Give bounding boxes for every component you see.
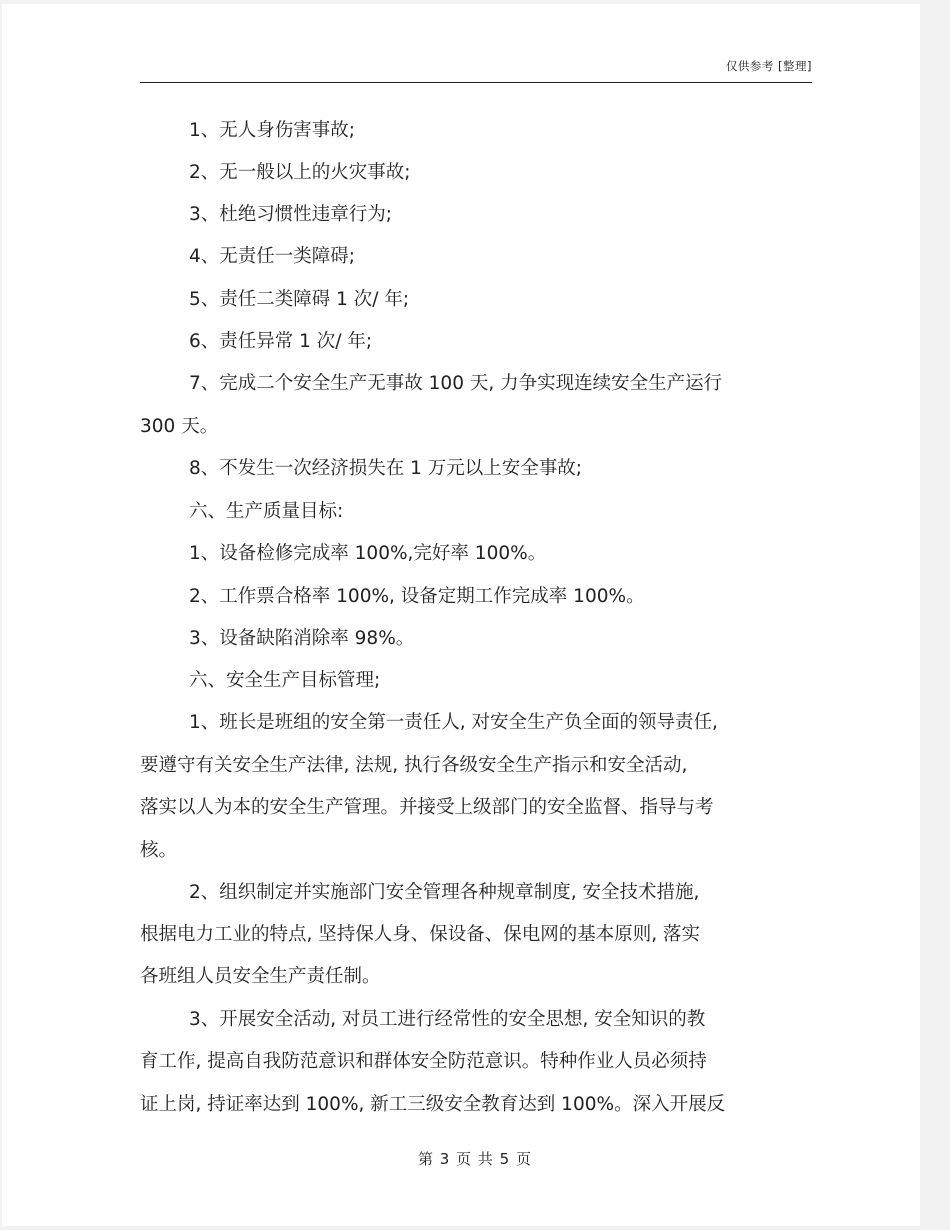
text-line: 5、责任二类障碍 1 次/ 年;: [189, 289, 410, 310]
document-page: [2, 4, 920, 1226]
text-line: 3、设备缺陷消除率 98%。: [189, 628, 415, 649]
text-line: 7、完成二个安全生产无事故 100 天, 力争实现连续安全生产运行: [189, 373, 723, 394]
text-line: 2、工作票合格率 100%, 设备定期工作完成率 100%。: [189, 586, 645, 607]
text-line: 核。: [140, 840, 178, 861]
text-line: 证上岗, 持证率达到 100%, 新工三级安全教育达到 100%。深入开展反: [140, 1094, 726, 1115]
text-line: 各班组人员安全生产责任制。: [140, 966, 381, 987]
text-line: 8、不发生一次经济损失在 1 万元以上安全事故;: [189, 458, 583, 479]
text-line: 4、无责任一类障碍;: [189, 246, 356, 267]
text-line: 落实以人为本的安全生产管理。并接受上级部门的安全监督、指导与考: [140, 797, 714, 818]
text-line: 2、组织制定并实施部门安全管理各种规章制度, 安全技术措施,: [189, 882, 700, 903]
text-line: 2、无一般以上的火灾事故;: [189, 162, 411, 183]
page-header: [140, 58, 812, 83]
text-line: 6、责任异常 1 次/ 年;: [189, 331, 373, 352]
page-footer: 第 3 页 共 5 页: [418, 1150, 532, 1168]
text-line: 3、杜绝习惯性违章行为;: [189, 204, 393, 225]
text-line: 育工作, 提高自我防范意识和群体安全防范意识。特种作业人员必须持: [140, 1051, 707, 1072]
text-line: 六、生产质量目标:: [189, 501, 344, 522]
text-line: 1、无人身伤害事故;: [189, 120, 356, 141]
text-line: 六、安全生产目标管理;: [189, 670, 381, 691]
header-text: 仅供参考 [整理]: [725, 59, 812, 73]
text-line: 1、班长是班组的安全第一责任人, 对安全生产负全面的领导责任,: [189, 712, 718, 733]
text-line: 300 天。: [140, 416, 219, 437]
text-line: 要遵守有关安全生产法律, 法规, 执行各级安全生产指示和安全活动,: [140, 755, 688, 776]
text-line: 1、设备检修完成率 100%,完好率 100%。: [189, 543, 547, 564]
text-line: 根据电力工业的特点, 坚持保人身、保设备、保电网的基本原则, 落实: [140, 924, 701, 945]
text-line: 3、开展安全活动, 对员工进行经常性的安全思想, 安全知识的教: [189, 1009, 706, 1030]
